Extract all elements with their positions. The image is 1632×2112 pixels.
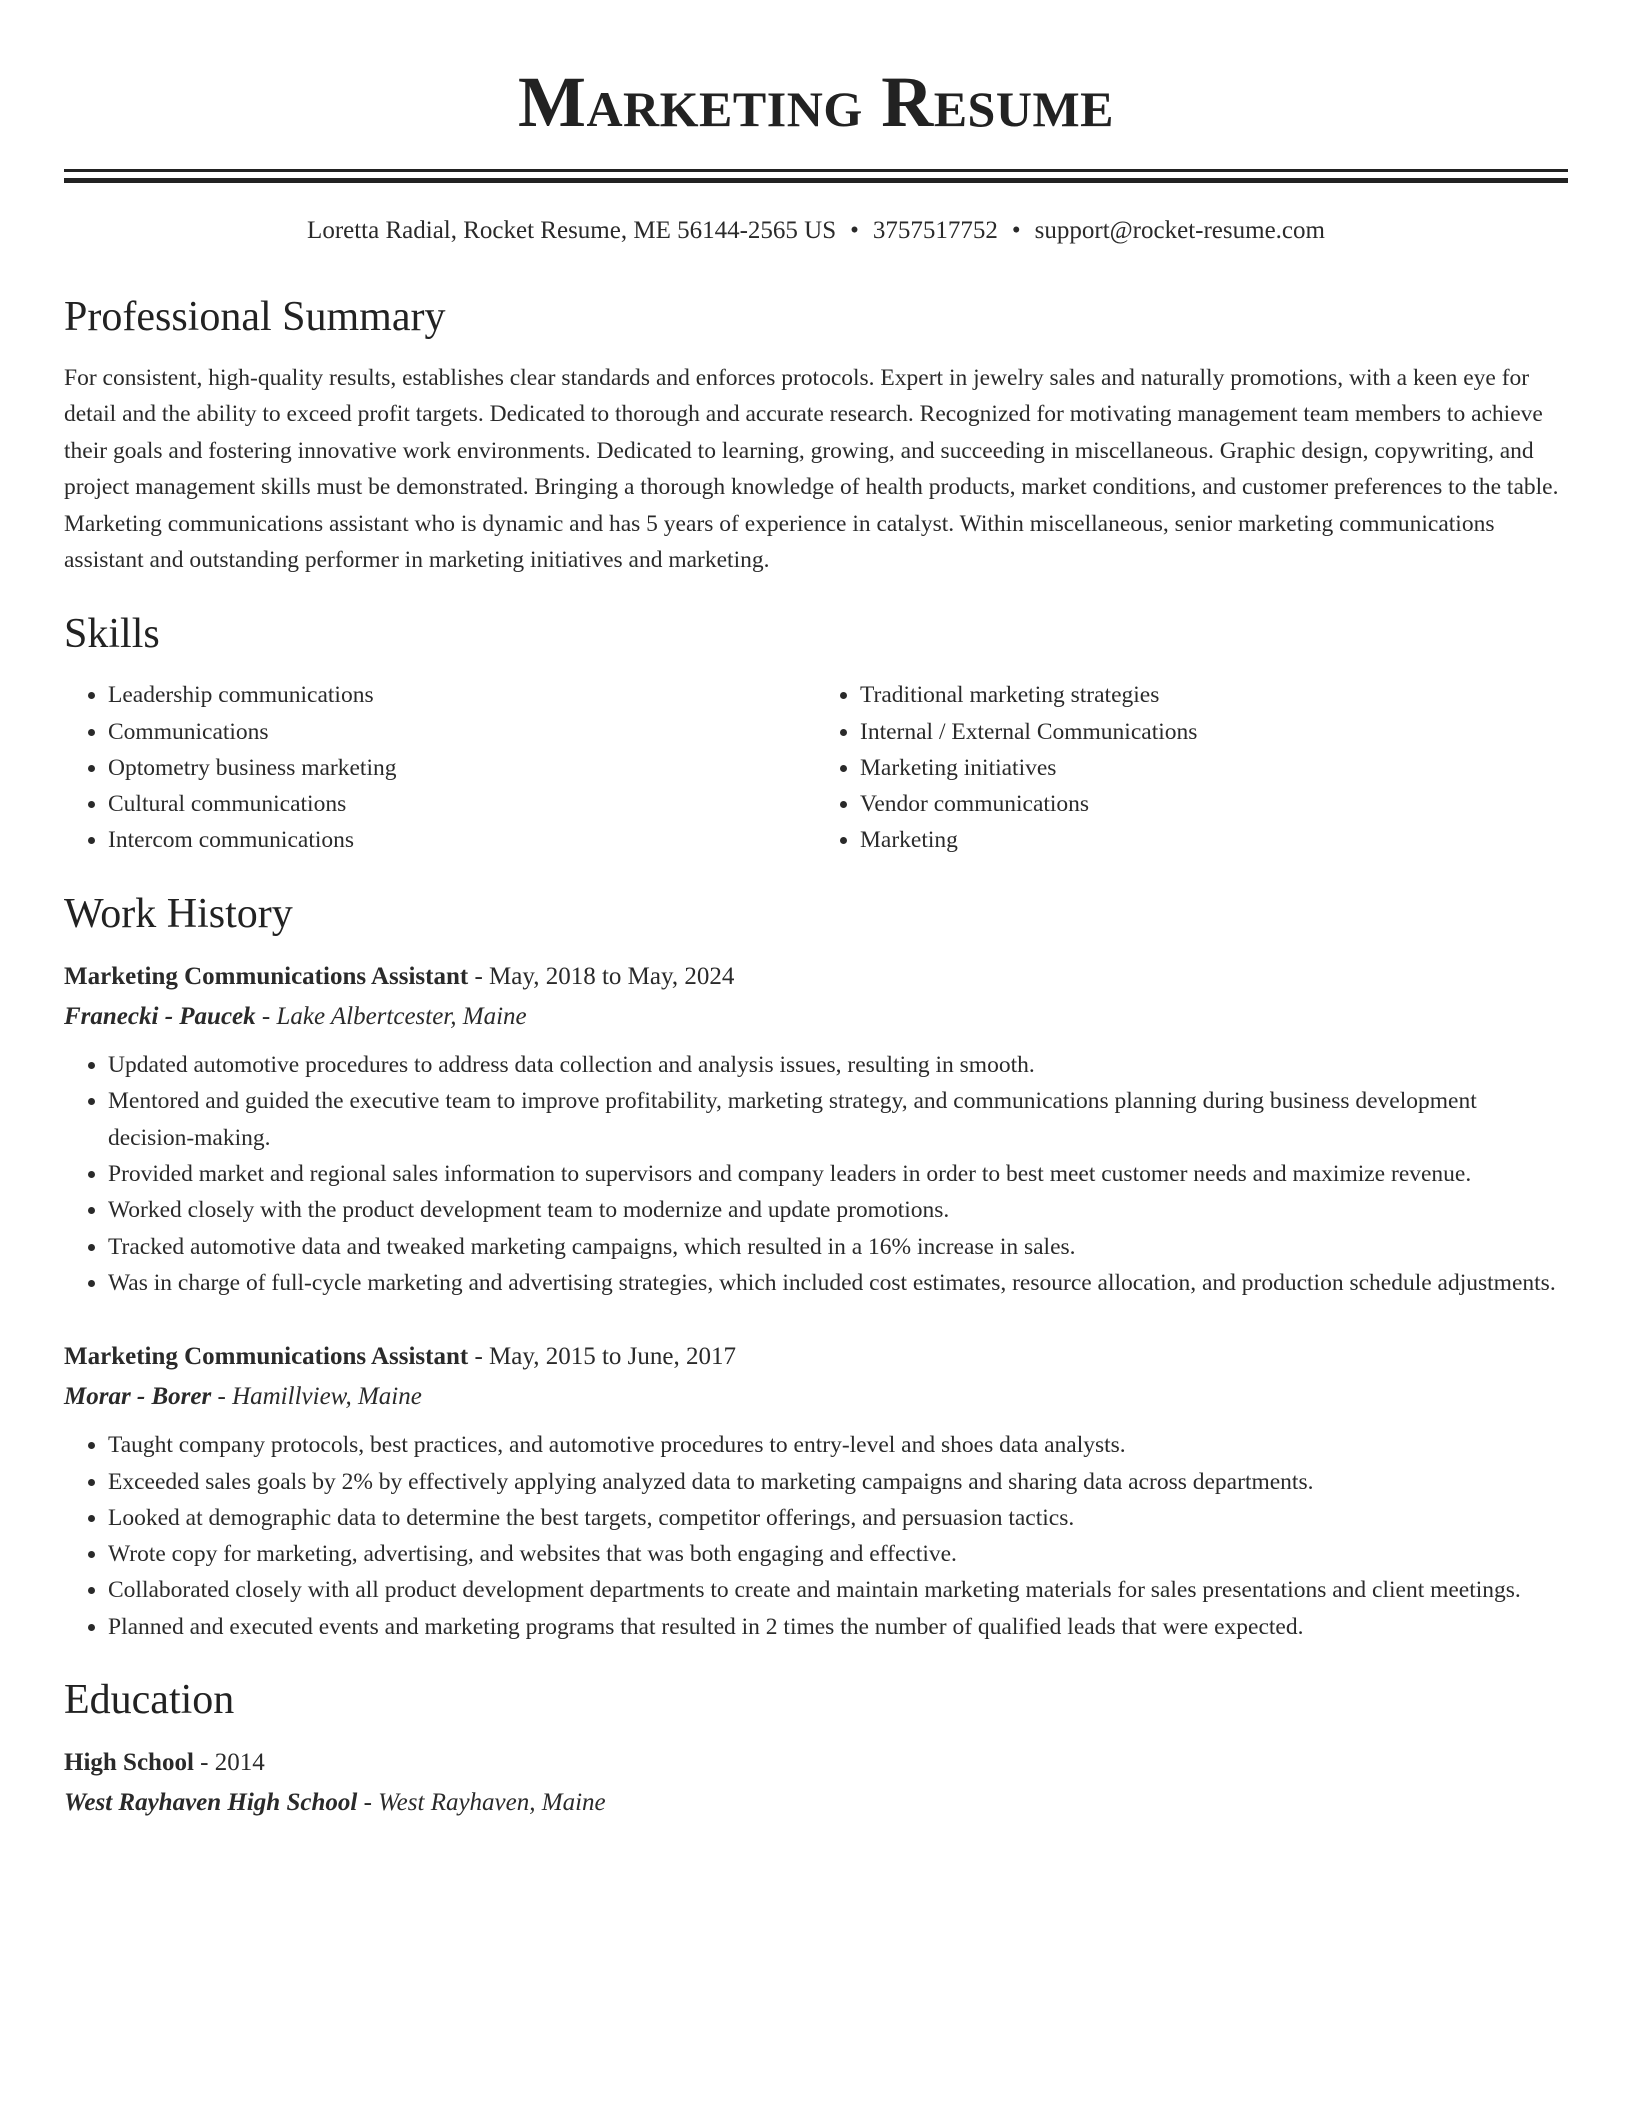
- duty-item: • Planned and executed events and marketing programs that resulted in 2 times the number of qualified leads that were expected.: [108, 1609, 1568, 1645]
- job-role: Marketing Communications Assistant: [64, 1343, 469, 1371]
- job-company: Morar - Borer: [64, 1383, 212, 1411]
- job-title-line: [64, 1337, 1568, 1377]
- job-title-line: [64, 957, 1568, 997]
- duty-item: • Worked closely with the product development team to modernize and update promotions.: [108, 1192, 1568, 1228]
- summary-text: For consistent, high-quality results, establishes clear standards and enforces protocols. Expert in jewelry sales and naturally promotions, with a keen eye for detail and the ability to exceed profit targets. Dedicated to thorough and accurate research. Recognized for motivating management team members to achieve their goals and fostering innovative work environments. Dedicated to learning, growing, and succeeding in miscellaneous. Graphic design, copywriting, and project management skills must be demonstrated. Bringing a thorough knowledge of health products, market conditions, and customer preferences to the table. Marketing communications assistant who is dynamic and has 5 years of experience in catalyst. Within miscellaneous, senior marketing communications assistant and outstanding performer in marketing initiatives and marketing.: [64, 364, 1559, 574]
- duty-item: • Exceeded sales goals by 2% by effectively applying analyzed data to marketing campaigns and sharing data across departments.: [108, 1464, 1568, 1500]
- duty-item: • Wrote copy for marketing, advertising, and websites that was both engaging and effective.: [108, 1536, 1568, 1572]
- job-location: - Hamillview, Maine: [211, 1383, 422, 1411]
- skill-item: • Marketing initiatives: [860, 750, 1568, 786]
- job-company-line: [64, 1377, 1568, 1417]
- education-school: West Rayhaven High School: [64, 1789, 358, 1817]
- skills-column-right: [816, 677, 1568, 858]
- skills-heading: Skills: [64, 610, 160, 657]
- skills-column-left: [64, 677, 816, 858]
- duty-item: • Mentored and guided the executive team to improve profitability, marketing strategy, and communications planning during business development decision-making.: [108, 1083, 1568, 1156]
- duty-item: • Looked at demographic data to determine the best targets, competitor offerings, and persuasion tactics.: [108, 1500, 1568, 1536]
- contact-address: Loretta Radial, Rocket Resume, ME 56144-2565 US: [307, 217, 837, 244]
- education-degree-line: [64, 1743, 1568, 1783]
- duty-item: • Provided market and regional sales information to supervisors and company leaders in order to best meet customer needs and maximize revenue.: [108, 1156, 1568, 1192]
- job-duties: [64, 1427, 1568, 1645]
- job-location: - Lake Albertcester, Maine: [255, 1003, 527, 1031]
- duty-item: • Tracked automotive data and tweaked marketing campaigns, which resulted in a 16% increase in sales.: [108, 1229, 1568, 1265]
- contact-separator: •: [850, 217, 859, 244]
- contact-separator: •: [1011, 217, 1021, 244]
- title-divider-thin: [64, 169, 1568, 172]
- contact-email: support@rocket-resume.com: [1034, 217, 1325, 244]
- skill-item: • Internal / External Communications: [860, 714, 1568, 750]
- contact-phone: 3757517752: [872, 217, 998, 244]
- duty-item: • Collaborated closely with all product development departments to create and maintain marketing materials for sales presentations and client meetings.: [108, 1572, 1568, 1608]
- skill-item: • Communications: [108, 714, 816, 750]
- job-company-line: [64, 997, 1568, 1037]
- work-history-heading: Work History: [64, 890, 293, 937]
- job-dates: - May, 2015 to June, 2017: [468, 1343, 736, 1371]
- job-role: Marketing Communications Assistant: [64, 963, 469, 991]
- skill-item: • Cultural communications: [108, 786, 816, 822]
- job-entry: [64, 1337, 1568, 1645]
- education-location: - West Rayhaven, Maine: [357, 1789, 606, 1817]
- education-year: - 2014: [193, 1749, 265, 1777]
- education-degree: High School: [64, 1749, 194, 1777]
- skill-item: • Traditional marketing strategies: [860, 677, 1568, 713]
- job-dates: - May, 2018 to May, 2024: [468, 963, 735, 991]
- duty-item: • Taught company protocols, best practices, and automotive procedures to entry-level and shoes data analysts.: [108, 1427, 1568, 1463]
- summary-heading: Professional Summary: [64, 293, 446, 340]
- job-entry: [64, 957, 1568, 1301]
- skill-item: • Intercom communications: [108, 822, 816, 858]
- education-school-line: [64, 1783, 1568, 1823]
- duty-item: • Was in charge of full-cycle marketing and advertising strategies, which included cost estimates, resource allocation, and production schedule adjustments.: [108, 1265, 1568, 1301]
- title-divider-thick: [64, 178, 1568, 183]
- resume-title: Marketing Resume: [517, 62, 1115, 142]
- skill-item: • Marketing: [860, 822, 1568, 858]
- skill-item: • Vendor communications: [860, 786, 1568, 822]
- skills-list: [64, 677, 1568, 858]
- skill-item: • Leadership communications: [108, 677, 816, 713]
- education-heading: Education: [64, 1677, 235, 1724]
- job-duties: [64, 1047, 1568, 1301]
- skill-item: • Optometry business marketing: [108, 750, 816, 786]
- contact-line: [64, 215, 1568, 248]
- duty-item: • Updated automotive procedures to address data collection and analysis issues, resulting in smooth.: [108, 1047, 1568, 1083]
- job-company: Franecki - Paucek: [64, 1003, 256, 1031]
